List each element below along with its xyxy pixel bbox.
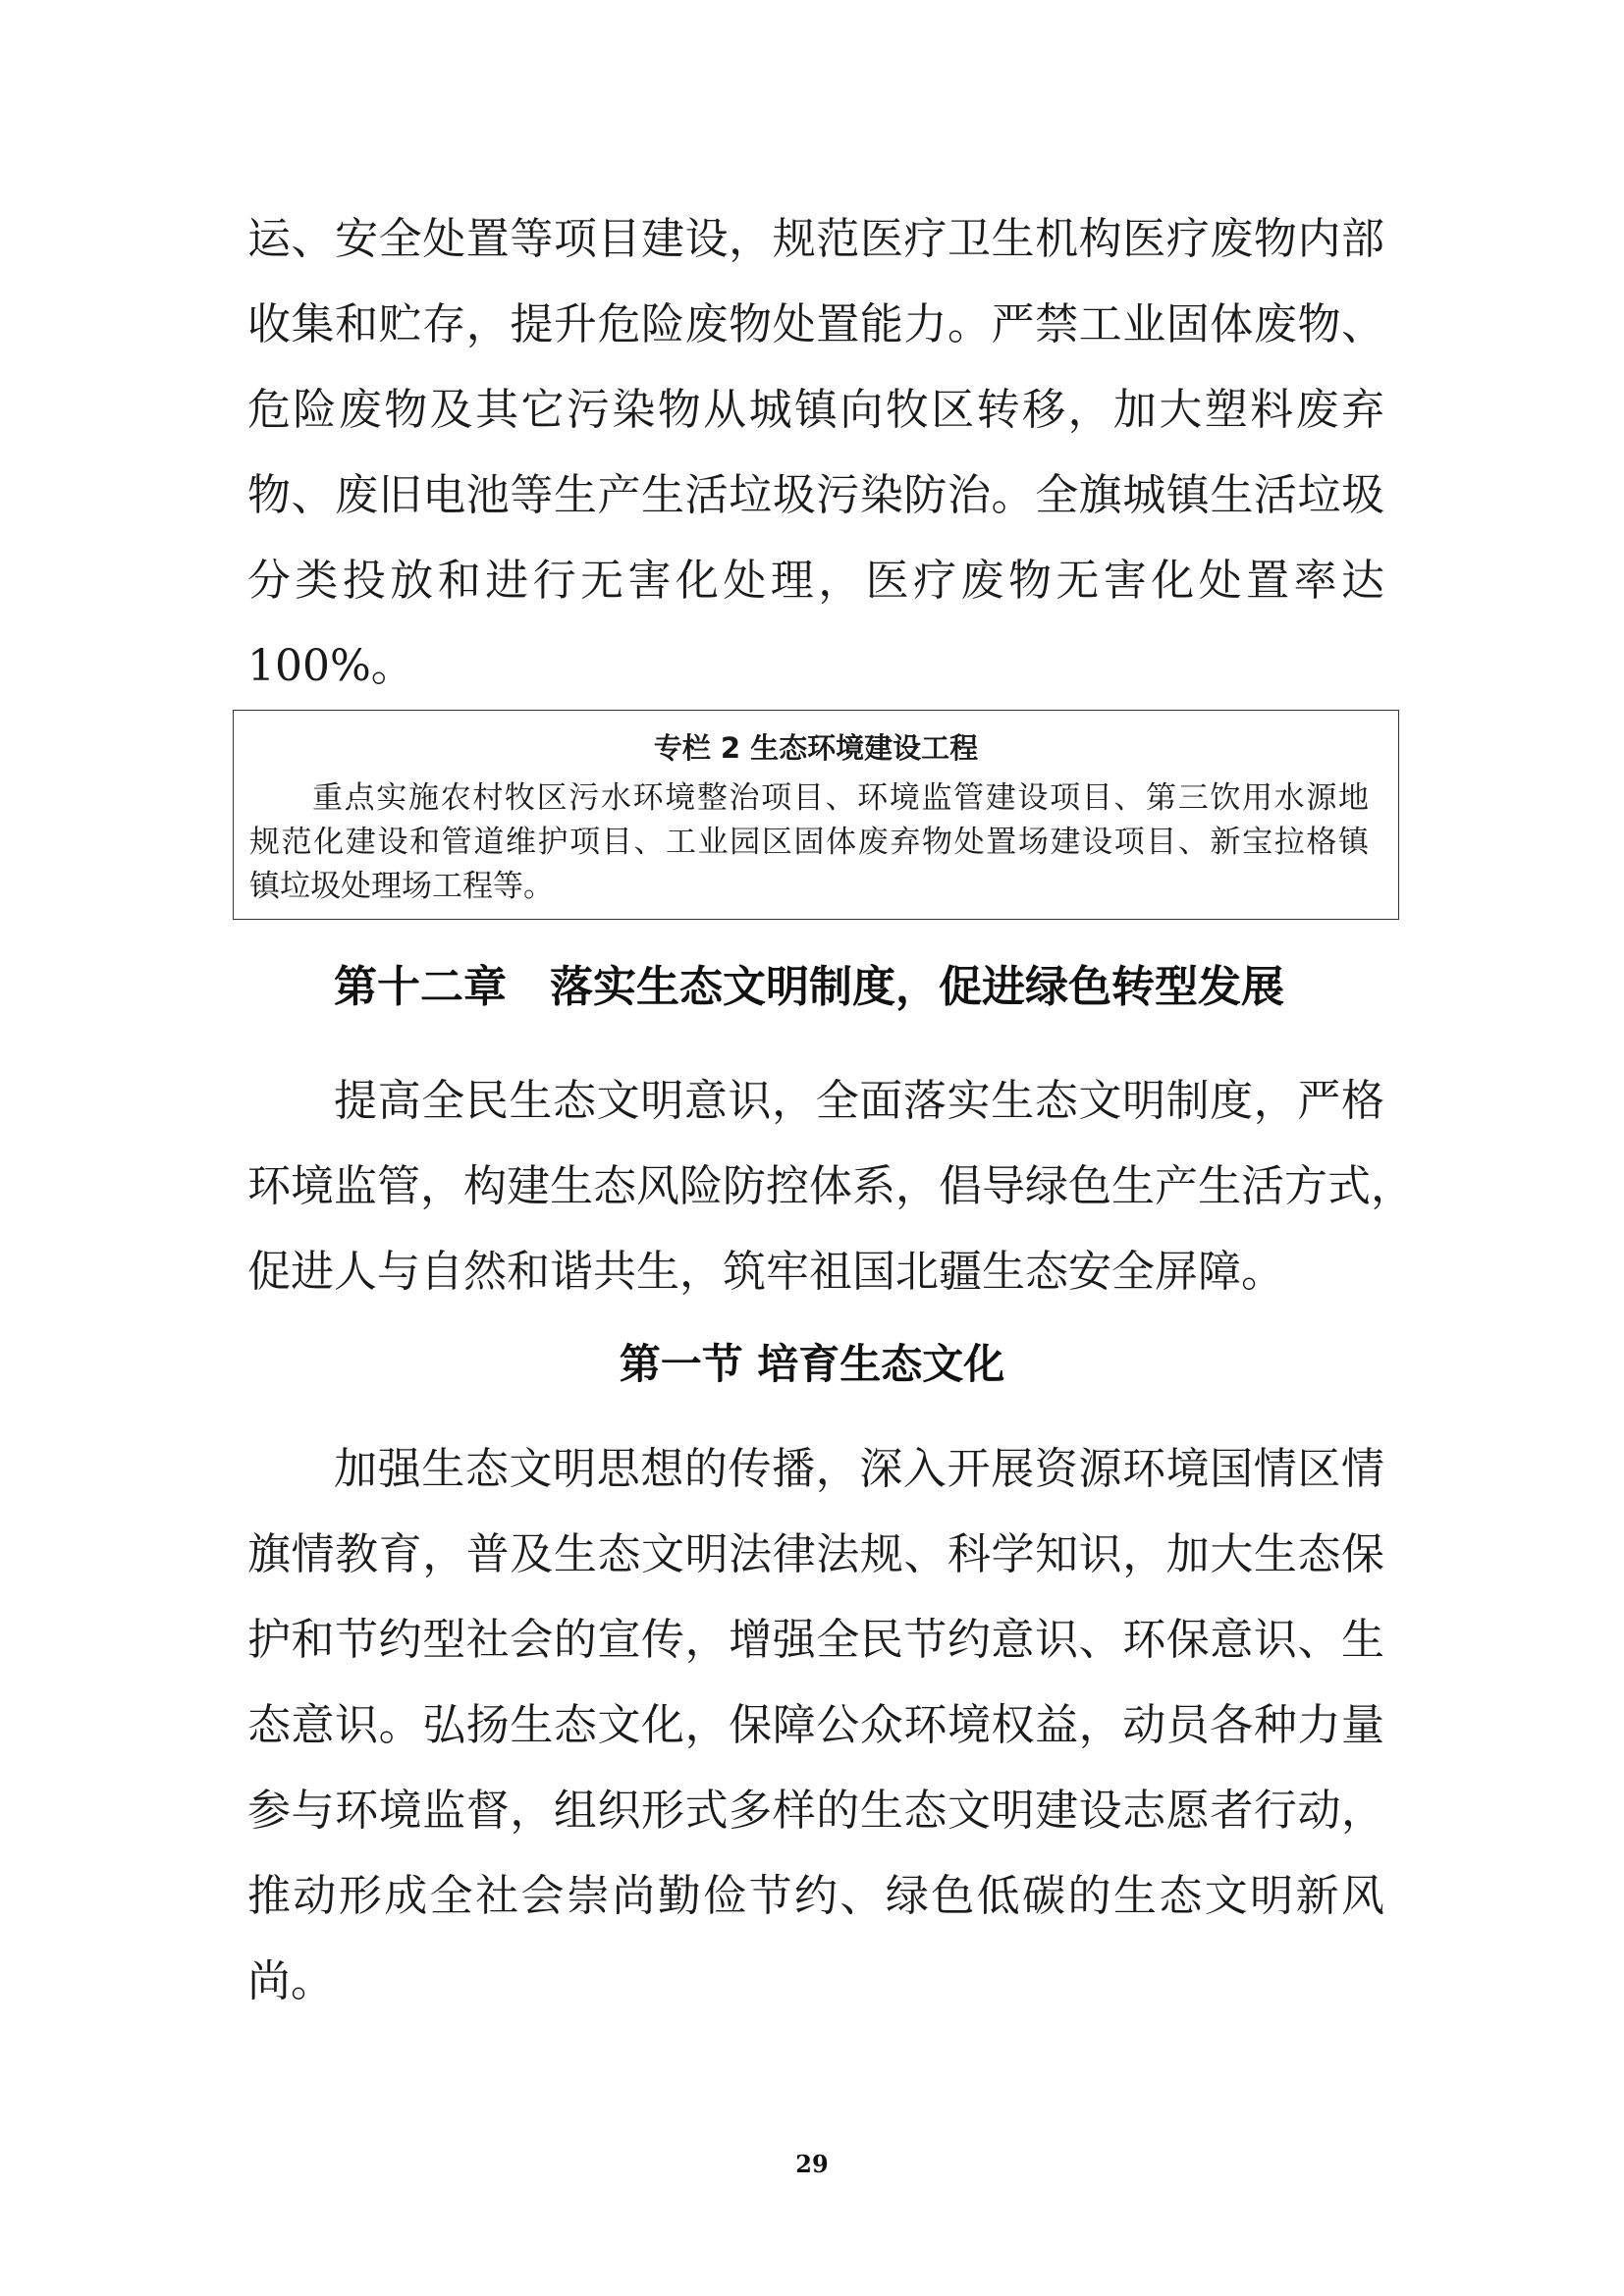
paragraph-line: 促进人与自然和谐共生，筑牢祖国北疆生态安全屏障。 (247, 1247, 1284, 1297)
section-title: 第一节 培育生态文化 (619, 1340, 1005, 1388)
paragraph-line: 尚。 (247, 1956, 334, 2006)
paragraph-line: 环境监管，构建生态风险防控体系，倡导绿色生产生活方式， (247, 1161, 1414, 1211)
feature-box-line: 规范化建设和管道维护项目、工业园区固体废弃物处置场建设项目、新宝拉格镇 (249, 825, 1369, 860)
paragraph-line: 推动形成全社会崇尚勤俭节约、绿色低碳的生态文明新风 (247, 1871, 1384, 1921)
chapter-title: 第十二章 落实生态文明制度，促进绿色转型发展 (334, 962, 1284, 1012)
paragraph-line: 物、废旧电池等生产生活垃圾污染防治。全旗城镇生活垃圾 (247, 470, 1384, 520)
paragraph-line: 收集和贮存，提升危险废物处置能力。严禁工业固体废物、 (247, 299, 1384, 349)
paragraph-line: 旗情教育，普及生态文明法律法规、科学知识，加大生态保 (247, 1529, 1384, 1579)
feature-box-line: 重点实施农村牧区污水环境整治项目、环境监管建设项目、第三饮用水源地 (312, 780, 1369, 816)
paragraph-line: 提高全民生态文明意识，全面落实生态文明制度，严格 (334, 1076, 1384, 1126)
paragraph-line: 危险废物及其它污染物从城镇向牧区转移，加大塑料废弃 (247, 385, 1384, 435)
paragraph-line: 分类投放和进行无害化处理，医疗废物无害化处置率达 (247, 556, 1384, 606)
feature-box-line: 镇垃圾处理场工程等。 (249, 869, 554, 904)
paragraph-line: 态意识。弘扬生态文化，保障公众环境权益，动员各种力量 (247, 1700, 1384, 1750)
paragraph-line: 100%。 (247, 641, 414, 691)
feature-box (233, 710, 1399, 920)
paragraph-line: 运、安全处置等项目建设，规范医疗卫生机构医疗废物内部 (247, 214, 1384, 264)
feature-box-title: 专栏 2 生态环境建设工程 (653, 731, 979, 765)
paragraph-line: 护和节约型社会的宣传，增强全民节约意识、环保意识、生 (247, 1615, 1384, 1665)
paragraph-line: 参与环境监督，组织形式多样的生态文明建设志愿者行动， (247, 1786, 1384, 1836)
page-number: 29 (795, 2150, 829, 2178)
paragraph-line: 加强生态文明思想的传播，深入开展资源环境国情区情 (334, 1444, 1384, 1494)
